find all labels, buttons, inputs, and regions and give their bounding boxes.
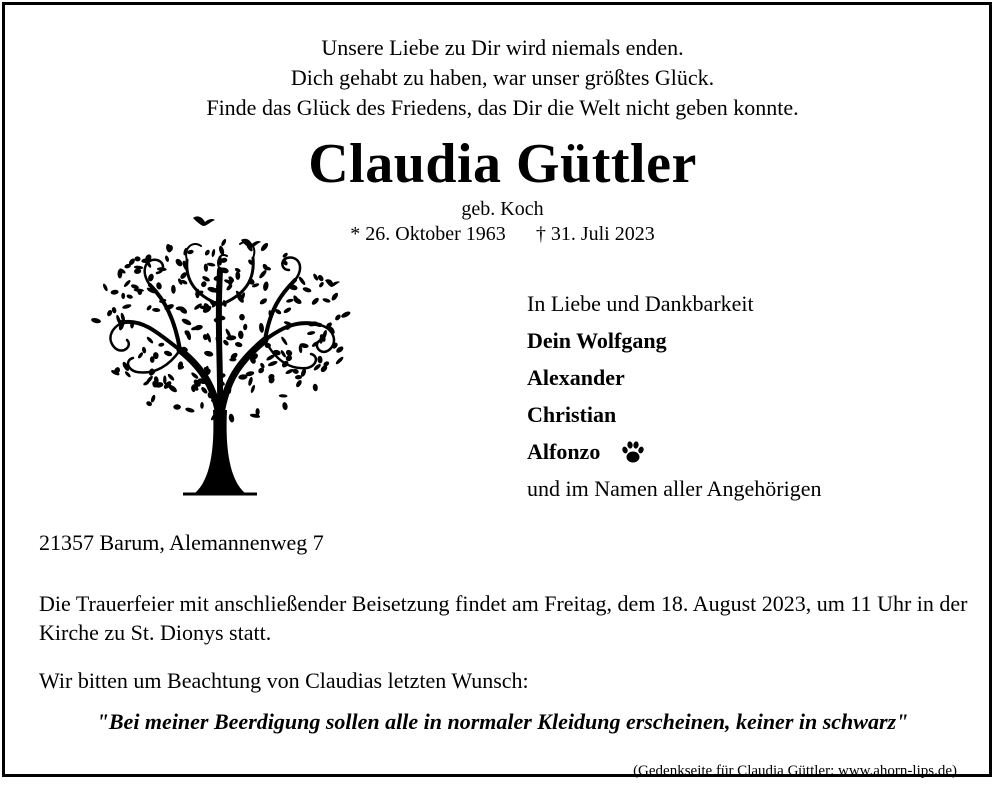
- tree-leaf: [126, 294, 133, 300]
- tree-leaf: [150, 394, 156, 403]
- tree-leaf: [307, 331, 316, 336]
- tree-leaf: [146, 336, 154, 345]
- tree-leaf: [137, 351, 144, 359]
- tree-leaf: [239, 314, 245, 321]
- tree-leaf: [282, 402, 289, 411]
- tree-leaf: [203, 350, 213, 358]
- tree-leaf: [311, 297, 320, 306]
- tree-leaf: [262, 281, 269, 291]
- poem-line-1: Unsere Liebe zu Dir wird niemals enden.: [321, 35, 684, 60]
- tree-leaf: [302, 286, 312, 293]
- tree-leaf: [238, 330, 244, 339]
- tree-leaf: [258, 269, 268, 280]
- tree-leaf: [211, 249, 216, 258]
- tree-leaf: [334, 313, 342, 321]
- tree-leaf: [279, 394, 288, 398]
- tree-leaf: [167, 373, 175, 382]
- tree-trunk: [195, 410, 245, 493]
- tree-leaf: [318, 281, 325, 288]
- last-wish-intro: Wir bitten um Beachtung von Claudias letzten Wunsch:: [39, 668, 529, 693]
- tree-leaf: [158, 342, 165, 347]
- tree-leaf: [286, 298, 294, 303]
- last-wish-quote: "Bei meiner Beerdigung sollen alle in normaler Kleidung erscheinen, keiner in schwarz": [96, 709, 909, 734]
- tree-leaf: [163, 375, 166, 384]
- memorial-poem: [5, 33, 1000, 123]
- memorial-page-footer: (Gedenkseite für Claudia Güttler: www.ahorn-lips.de): [633, 763, 957, 779]
- deceased-name: Claudia Güttler: [308, 133, 697, 195]
- tree-leaf: [234, 341, 243, 348]
- tree-leaf: [123, 279, 132, 288]
- tree-leaf: [122, 303, 132, 309]
- tree-leaf: [155, 282, 162, 290]
- tree-leaf: [317, 356, 323, 364]
- death-date: † 31. Juli 2023: [535, 223, 655, 245]
- tree-leaf: [124, 370, 132, 378]
- poem-line-2: Dich gehabt zu haben, war unser größtes Glück.: [290, 65, 715, 90]
- tree-leaf: [283, 306, 292, 314]
- tree-leaf: [295, 379, 303, 388]
- tree-leaf: [322, 297, 331, 303]
- tree-leaf: [200, 280, 208, 288]
- tree-leaf: [118, 269, 123, 278]
- tree-leaf: [247, 376, 253, 386]
- tree-leaf: [259, 323, 265, 334]
- mourner-name-pet: [527, 438, 821, 475]
- tree-leaf: [226, 335, 237, 341]
- tree-leaf: [134, 265, 144, 269]
- tree-leaf: [102, 283, 109, 292]
- tree-leaf: [220, 238, 227, 247]
- mourners-closing: und im Namen aller Angehörigen: [527, 476, 822, 501]
- tree-leaf: [250, 384, 256, 393]
- mourner-name: Christian: [527, 402, 617, 427]
- tree-leaf: [243, 324, 248, 331]
- mourners-block: [527, 290, 821, 512]
- poem-line-3: Finde das Glück des Friedens, das Dir die Welt nicht geben konnte.: [206, 95, 799, 120]
- mourner-name: Dein Wolfgang: [527, 328, 667, 353]
- tree-leaf: [121, 293, 125, 299]
- tree-leaf: [260, 242, 270, 253]
- tree-leaf: [173, 404, 181, 409]
- tree-leaf: [340, 310, 351, 319]
- tree-leaf: [312, 383, 318, 391]
- birth-date: * 26. Oktober 1963: [350, 223, 506, 245]
- tree-leaf: [295, 375, 302, 380]
- tree-leaf: [110, 289, 119, 295]
- mourner-name: Alexander: [527, 365, 625, 390]
- tree-leaf: [163, 350, 173, 357]
- funeral-service-info: Die Trauerfeier mit anschließender Beisetzung findet am Freitag, dem 18. August 2023, um 11 Uhr in der Kirche zu St. Dionys statt.: [39, 591, 968, 645]
- mourners-intro: In Liebe und Dankbarkeit: [527, 291, 754, 316]
- tree-leaf: [146, 304, 153, 311]
- tree-leaf: [267, 360, 278, 367]
- tree-leaf: [201, 275, 210, 282]
- tree-leaf: [174, 258, 184, 268]
- tree-leaf: [330, 292, 339, 302]
- tree-leaf: [204, 249, 211, 256]
- tree-leaf: [181, 317, 192, 326]
- tree-leaf: [235, 271, 240, 280]
- tree-graphic: [75, 210, 365, 500]
- tree-leaf: [280, 336, 288, 346]
- tree-leaf: [171, 285, 176, 294]
- mourner-name: Alfonzo: [527, 439, 601, 464]
- maiden-name: geb. Koch: [461, 198, 544, 220]
- tree-leaf: [91, 317, 102, 324]
- tree-leaf: [134, 256, 140, 261]
- tree-leaf: [297, 276, 306, 286]
- tree-leaf: [228, 413, 235, 423]
- paw-print-icon: [620, 439, 646, 472]
- address: 21357 Barum, Alemannenweg 7: [39, 530, 324, 555]
- tree-leaf: [259, 297, 268, 305]
- tree-leaf: [185, 407, 195, 414]
- tree-of-life-icon: [75, 210, 365, 500]
- tree-leaf: [200, 402, 204, 409]
- obituary-frame: [2, 2, 992, 777]
- tree-leaf: [207, 262, 216, 267]
- tree-leaf: [280, 349, 287, 358]
- tree-leaf: [164, 255, 169, 262]
- tree-leaf: [152, 308, 161, 313]
- tree-leaf: [335, 356, 345, 366]
